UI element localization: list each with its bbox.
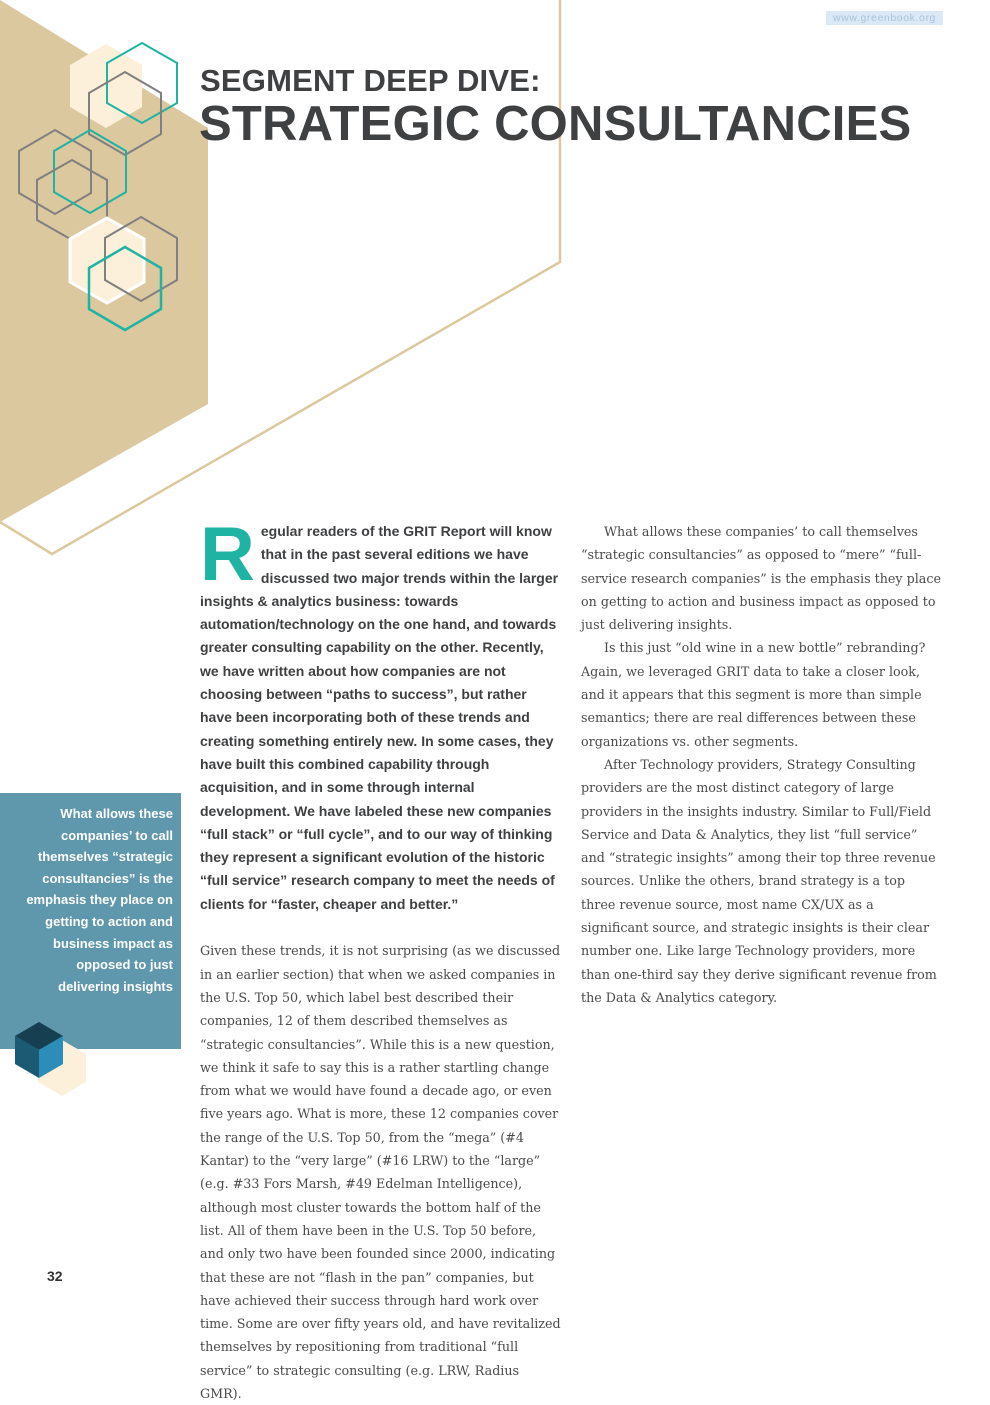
body-paragraph-1: Given these trends, it is not surprising (as we discussed in an earlier section) that when we asked companies in the U.S. Top 50, which label best described their companies, 12 of them described themselves as “strategic consultancies”. While this is a new question, we think it safe to say this is a rather startling change from what we would have found a decade ago, or even five years ago. What is more, these 12 companies cover the range of the U.S. Top 50, from the “mega” (#4 Kantar) to the “very large” (#16 LRW) to the “large” (e.g. #33 Fors Marsh, #49 Edelman Intelligence), although most cluster towards the bottom half of the list. All of them have been in the U.S. Top 50 before, and only two have been founded since 2000, indicating that these are not “flash in the pan” companies, but have achieved their success through hard work over time. Some are over fifty years old, and have revitalized themselves by repositioning from traditional “full service” to strategic consulting (e.g. LRW, Radius GMR). (200, 943, 561, 1401)
body-paragraph-4: After Technology providers, Strategy Consulting providers are the most distinct category of large providers in the insights industry. Similar to Full/Field Service and Data & Analytics, they list “full service” and “strategic insights” among their top three revenue sources. Unlike the others, brand strategy is a top three revenue source, most name CX/UX as a significant source, and strategic insights is their clear number one. Like large Technology providers, more than one-third say they derive significant revenue from the Data & Analytics category. (581, 756, 937, 1005)
right-column (581, 520, 943, 1009)
body-paragraph-2: What allows these companies’ to call themselves “strategic consultancies” as opposed to “mere” “full-service research companies” is the emphasis they place on getting to action and business impact as opposed to just delivering insights. (581, 524, 941, 633)
left-column (200, 512, 562, 1405)
website-url[interactable]: www.greenbook.org (826, 11, 943, 25)
page-subtitle: SEGMENT DEEP DIVE: (200, 63, 541, 98)
intro-paragraph (200, 512, 562, 916)
intro-text: egular readers of the GRIT Report will know that in the past several editions we have discussed two major trends within the larger insights & analytics business: towards automation/technology on the one hand, and towards greater consulting capability on the other. Recently, we have written about how companies are not choosing between “paths to success”, but rather have been incorporating both of these trends and creating something entirely new. In some cases, they have built this combined capability through acquisition, and in some through internal development. We have labeled these new companies “full stack” or “full cycle”, and to our way of thinking they represent a significant evolution of the historic “full service” research company to meet the needs of clients for “faster, cheaper and better.” (200, 523, 559, 912)
pull-quote: What allows these companies’ to call themselves “strategic consultancies” is the emphasis they place on getting to action and business impact as opposed to just delivering insights (26, 806, 173, 994)
page-title: STRATEGIC CONSULTANCIES (199, 97, 912, 151)
body-paragraph-3: Is this just “old wine in a new bottle” rebranding? Again, we leveraged GRIT data to take a closer look, and it appears that this segment is more than simple semantics; there are real differences between these organizations vs. other segments. (581, 640, 926, 749)
drop-cap: R (200, 512, 255, 597)
page-number: 32 (47, 1268, 63, 1284)
